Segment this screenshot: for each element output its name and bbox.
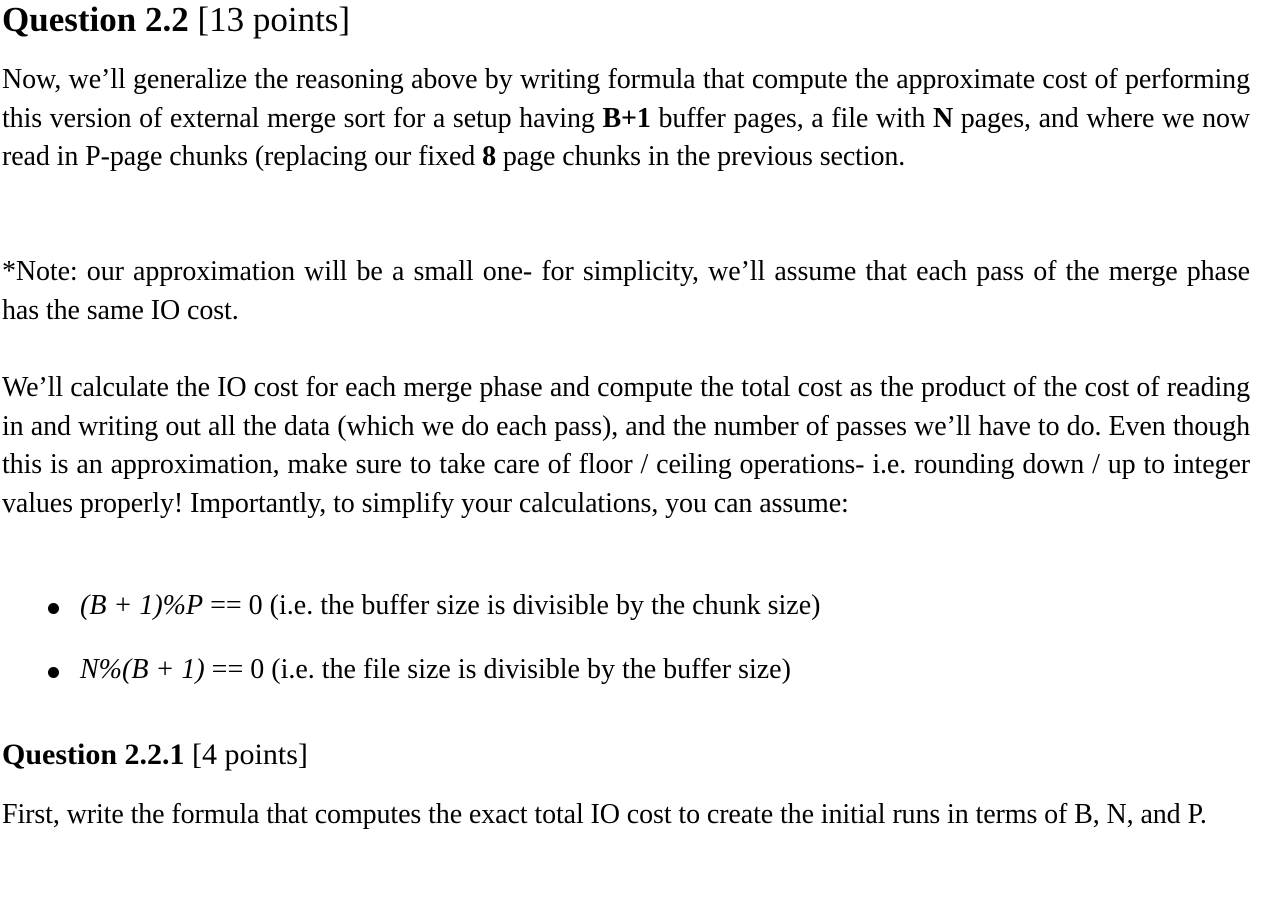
bullet-icon: [48, 667, 59, 678]
intro-paragraph: [2, 61, 1250, 177]
intro-text-3: pages, and where we now read in P-page chunks (replacing our fixed: [2, 102, 1250, 173]
intro-eight: 8: [482, 141, 496, 173]
assumption-text: [80, 586, 820, 626]
subsection-heading: [2, 735, 308, 775]
subsection-heading-title: Question 2.2.1: [2, 738, 185, 771]
section-heading-title: Question 2.2: [2, 0, 189, 39]
assumption-math: N%(B + 1): [80, 654, 205, 685]
intro-text-4: page chunks in the previous section.: [496, 141, 906, 173]
intro-text-1: Now, we’ll generalize the reasoning above by writing formula that compute the approximate cost of performing this version of external merge sort for a setup having: [2, 64, 1250, 134]
assumption-text: [80, 650, 791, 690]
intro-text-2: buffer pages, a file with: [650, 102, 933, 134]
assumption-operator: == 0: [203, 590, 270, 621]
subsection-heading-points: [4 points]: [192, 738, 308, 771]
assumption-math: (B + 1)%P: [80, 590, 204, 621]
explanation-paragraph: We’ll calculate the IO cost for each merge phase and compute the total cost as the product of the cost of reading in and writing out all the data (which we do each pass), and the number of passes we’ll have to do. Even though this is an approximation, make sure to take care of floor / ceiling operations- i.e. rounding down / up to integer values properly! Importantly, to simplify your calculations, you can assume:: [2, 372, 1250, 519]
assumption-explanation: (i.e. the buffer size is divisible by the chunk size): [269, 590, 821, 621]
note-paragraph: *Note: our approximation will be a small one- for simplicity, we’ll assume that each pass of the merge phase has the same IO cost.: [2, 256, 1250, 326]
intro-b-plus-1: B+1: [602, 102, 651, 134]
intro-n: N: [932, 102, 954, 134]
section-heading-points: [13 points]: [197, 0, 351, 39]
assumption-explanation: (i.e. the file size is divisible by the buffer size): [271, 654, 791, 685]
section-heading: [2, 0, 350, 40]
task-paragraph: First, write the formula that computes the exact total IO cost to create the initial runs in terms of B, N, and P.: [2, 799, 1207, 830]
assumption-operator: == 0: [204, 654, 272, 685]
bullet-icon: [48, 603, 59, 614]
